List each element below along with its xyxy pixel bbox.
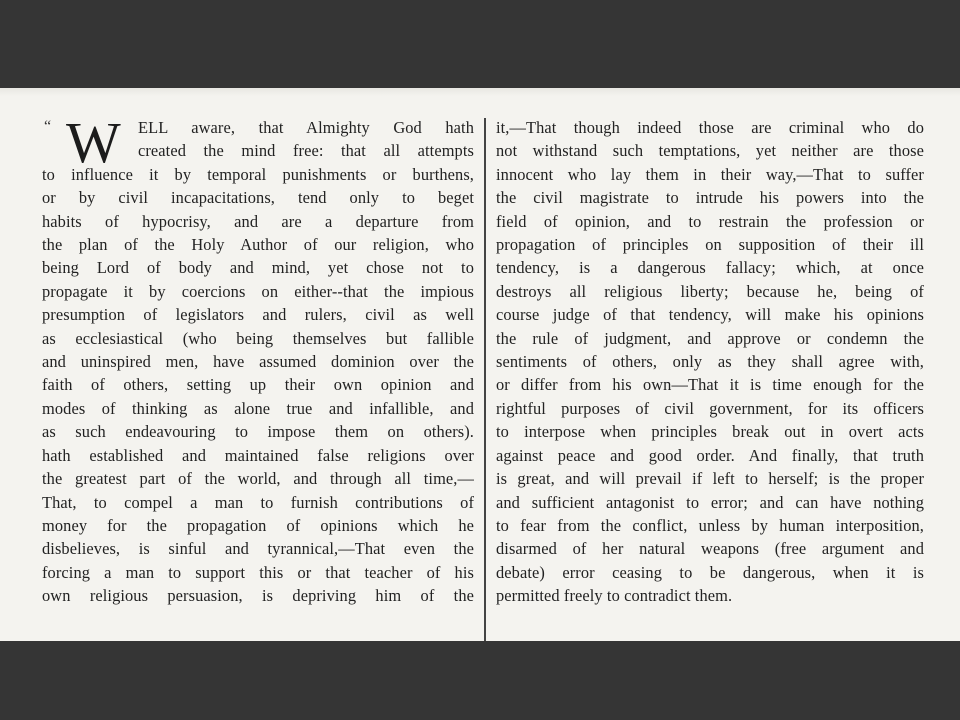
text-line: being Lord of body and mind, yet chose not to — [42, 258, 474, 278]
page-top-edge — [0, 88, 960, 96]
document-page — [0, 88, 960, 641]
text-line: and sufficient antagonist to error; and can have nothing — [496, 492, 924, 512]
text-line: rightful purposes of civil government, for its officers — [496, 398, 924, 418]
text-line: the plan of the Holy Author of our religion, who — [42, 235, 474, 255]
text-line: the rule of judgment, and approve or condemn the — [496, 328, 924, 348]
text-line: propagation of principles on supposition of their ill — [496, 235, 924, 255]
text-line: created the mind free: that all attempts — [138, 141, 474, 161]
text-line: is great, and will prevail if left to herself; is the proper — [496, 469, 924, 489]
text-line: or differ from his own—That it is time enough for the — [496, 375, 924, 395]
text-line: faith of others, setting up their own opinion and — [42, 375, 474, 395]
text-line: ELL aware, that Almighty God hath — [138, 118, 474, 137]
text-line: it,—That though indeed those are criminal who do — [496, 118, 924, 137]
text-line: debate) error ceasing to be dangerous, when it is — [496, 562, 924, 582]
text-line: permitted freely to contradict them. — [496, 586, 733, 606]
text-line: to fear from the conflict, unless by human interposition, — [496, 515, 924, 535]
text-line: innocent who lay them in their way,—That to suffer — [496, 164, 924, 184]
opening-quote: “ — [44, 118, 52, 135]
text-line: sentiments of others, only as they shall agree with, — [496, 352, 924, 372]
text-line: as ecclesiastical (who being themselves but fallible — [42, 328, 474, 348]
text-line: forcing a man to support this or that teacher of his — [42, 562, 474, 582]
text-line: hath established and maintained false religions over — [42, 445, 474, 465]
text-line: disarmed of her natural weapons (free argument and — [496, 539, 924, 559]
text-line: disbelieves, is sinful and tyrannical,—That even the — [42, 539, 474, 559]
text-line: the civil magistrate to intrude his powers into the — [496, 188, 924, 208]
column-divider — [484, 118, 486, 641]
text-line: against peace and good order. And finally, that truth — [496, 445, 924, 465]
text-line: own religious persuasion, is depriving him of the — [42, 586, 474, 606]
text-line: or by civil incapacitations, tend only to beget — [42, 188, 474, 208]
text-line: as such endeavouring to impose them on others). — [42, 422, 474, 442]
text-line: presumption of legislators and rulers, civil as well — [42, 305, 474, 325]
text-line: habits of hypocrisy, and are a departure from — [42, 211, 474, 231]
text-line: course judge of that tendency, will make his opinions — [496, 305, 924, 325]
text-line: modes of thinking as alone true and infallible, and — [42, 398, 474, 418]
text-line: to influence it by temporal punishments or burthens, — [42, 164, 474, 184]
text-line: not withstand such temptations, yet neither are those — [496, 141, 924, 161]
text-line: to interpose when principles break out in overt acts — [496, 422, 924, 442]
text-line: field of opinion, and to restrain the profession or — [496, 211, 924, 231]
text-line: money for the propagation of opinions which he — [42, 515, 474, 535]
left-text-column — [42, 110, 474, 608]
right-text-column — [496, 116, 924, 608]
text-line: and uninspired men, have assumed dominion over the — [42, 352, 474, 372]
text-line: tendency, is a dangerous fallacy; which, at once — [496, 258, 924, 278]
drop-cap-letter: W — [66, 110, 121, 175]
text-line: the greatest part of the world, and through all time,— — [42, 469, 474, 489]
text-line: propagate it by coercions on either--that the impious — [42, 281, 474, 301]
text-line: That, to compel a man to furnish contributions of — [42, 492, 474, 512]
text-line: destroys all religious liberty; because he, being of — [496, 281, 924, 301]
